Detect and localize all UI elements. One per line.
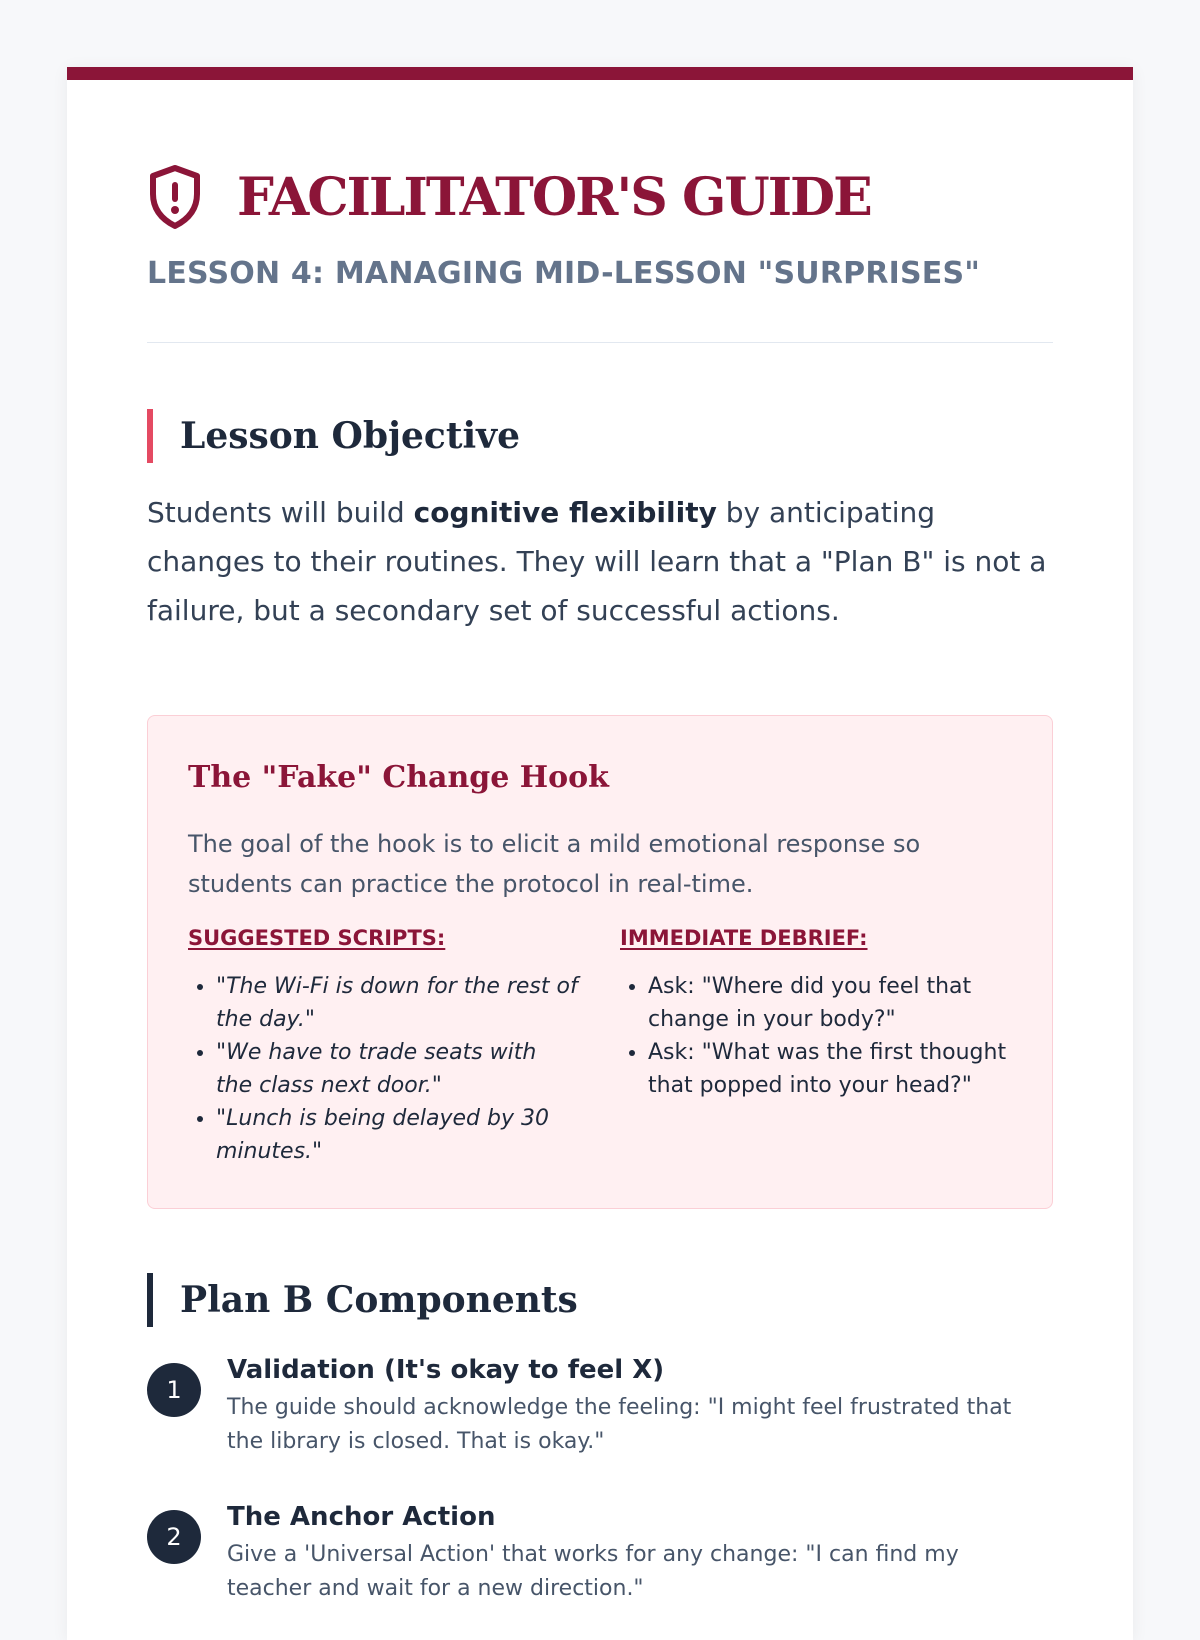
hook-description: The goal of the hook is to elicit a mild emotional response so students can practice the protocol in real-time. <box>188 830 921 898</box>
immediate-debrief-label: IMMEDIATE DEBRIEF: <box>620 926 868 950</box>
debrief-item: • Ask: "What was the first thought that popped into your head?" <box>648 1036 1010 1102</box>
header <box>147 162 871 232</box>
plan-b-heading <box>147 1273 578 1327</box>
suggested-scripts-list <box>188 970 578 1168</box>
suggested-scripts <box>188 926 578 1168</box>
component-title: Validation (It's okay to feel X) <box>227 1355 665 1385</box>
component-title: The Anchor Action <box>227 1502 496 1532</box>
debrief-item: • Ask: "Where did you feel that change in your body?" <box>648 970 1010 1036</box>
objective-text-after: by anticipating changes to their routines. They will learn that a "Plan B" is not a failure, but a secondary set of successful actions. <box>147 496 1047 627</box>
script-item: • "Lunch is being delayed by 30 minutes." <box>216 1102 578 1168</box>
objective-heading <box>147 409 520 463</box>
suggested-scripts-label: SUGGESTED SCRIPTS: <box>188 926 446 950</box>
component-description: Give a 'Universal Action' that works for any change: "I can find my teacher and wait for a new direction." <box>227 1542 959 1601</box>
header-divider <box>147 342 1053 343</box>
objective-heading-text: Lesson Objective <box>180 415 520 457</box>
hook-title: The "Fake" Change Hook <box>188 760 609 795</box>
page-title: FACILITATOR'S GUIDE <box>237 166 871 228</box>
component-description: The guide should acknowledge the feeling: "I might feel frustrated that the library is closed. That is okay." <box>227 1395 1012 1454</box>
script-item: • "The Wi-Fi is down for the rest of the day." <box>216 970 578 1036</box>
lesson-subtitle: LESSON 4: MANAGING MID-LESSON "SURPRISES" <box>147 256 981 291</box>
objective-text-before: Students will build <box>147 496 414 529</box>
plan-b-heading-text: Plan B Components <box>180 1279 578 1321</box>
immediate-debrief <box>620 926 1010 1102</box>
shield-alert-icon <box>147 164 203 230</box>
component-number-badge: 2 <box>147 1510 201 1564</box>
objective-heading-accent <box>147 409 153 463</box>
objective-text-bold: cognitive flexibility <box>413 496 717 529</box>
plan-b-heading-accent <box>147 1273 153 1327</box>
objective-text <box>147 488 1053 635</box>
script-item: • "We have to trade seats with the class next door." <box>216 1036 578 1102</box>
guide-page <box>67 67 1133 1640</box>
immediate-debrief-list <box>620 970 1010 1102</box>
component-number-badge: 1 <box>147 1363 201 1417</box>
hook-callout <box>147 715 1053 1209</box>
